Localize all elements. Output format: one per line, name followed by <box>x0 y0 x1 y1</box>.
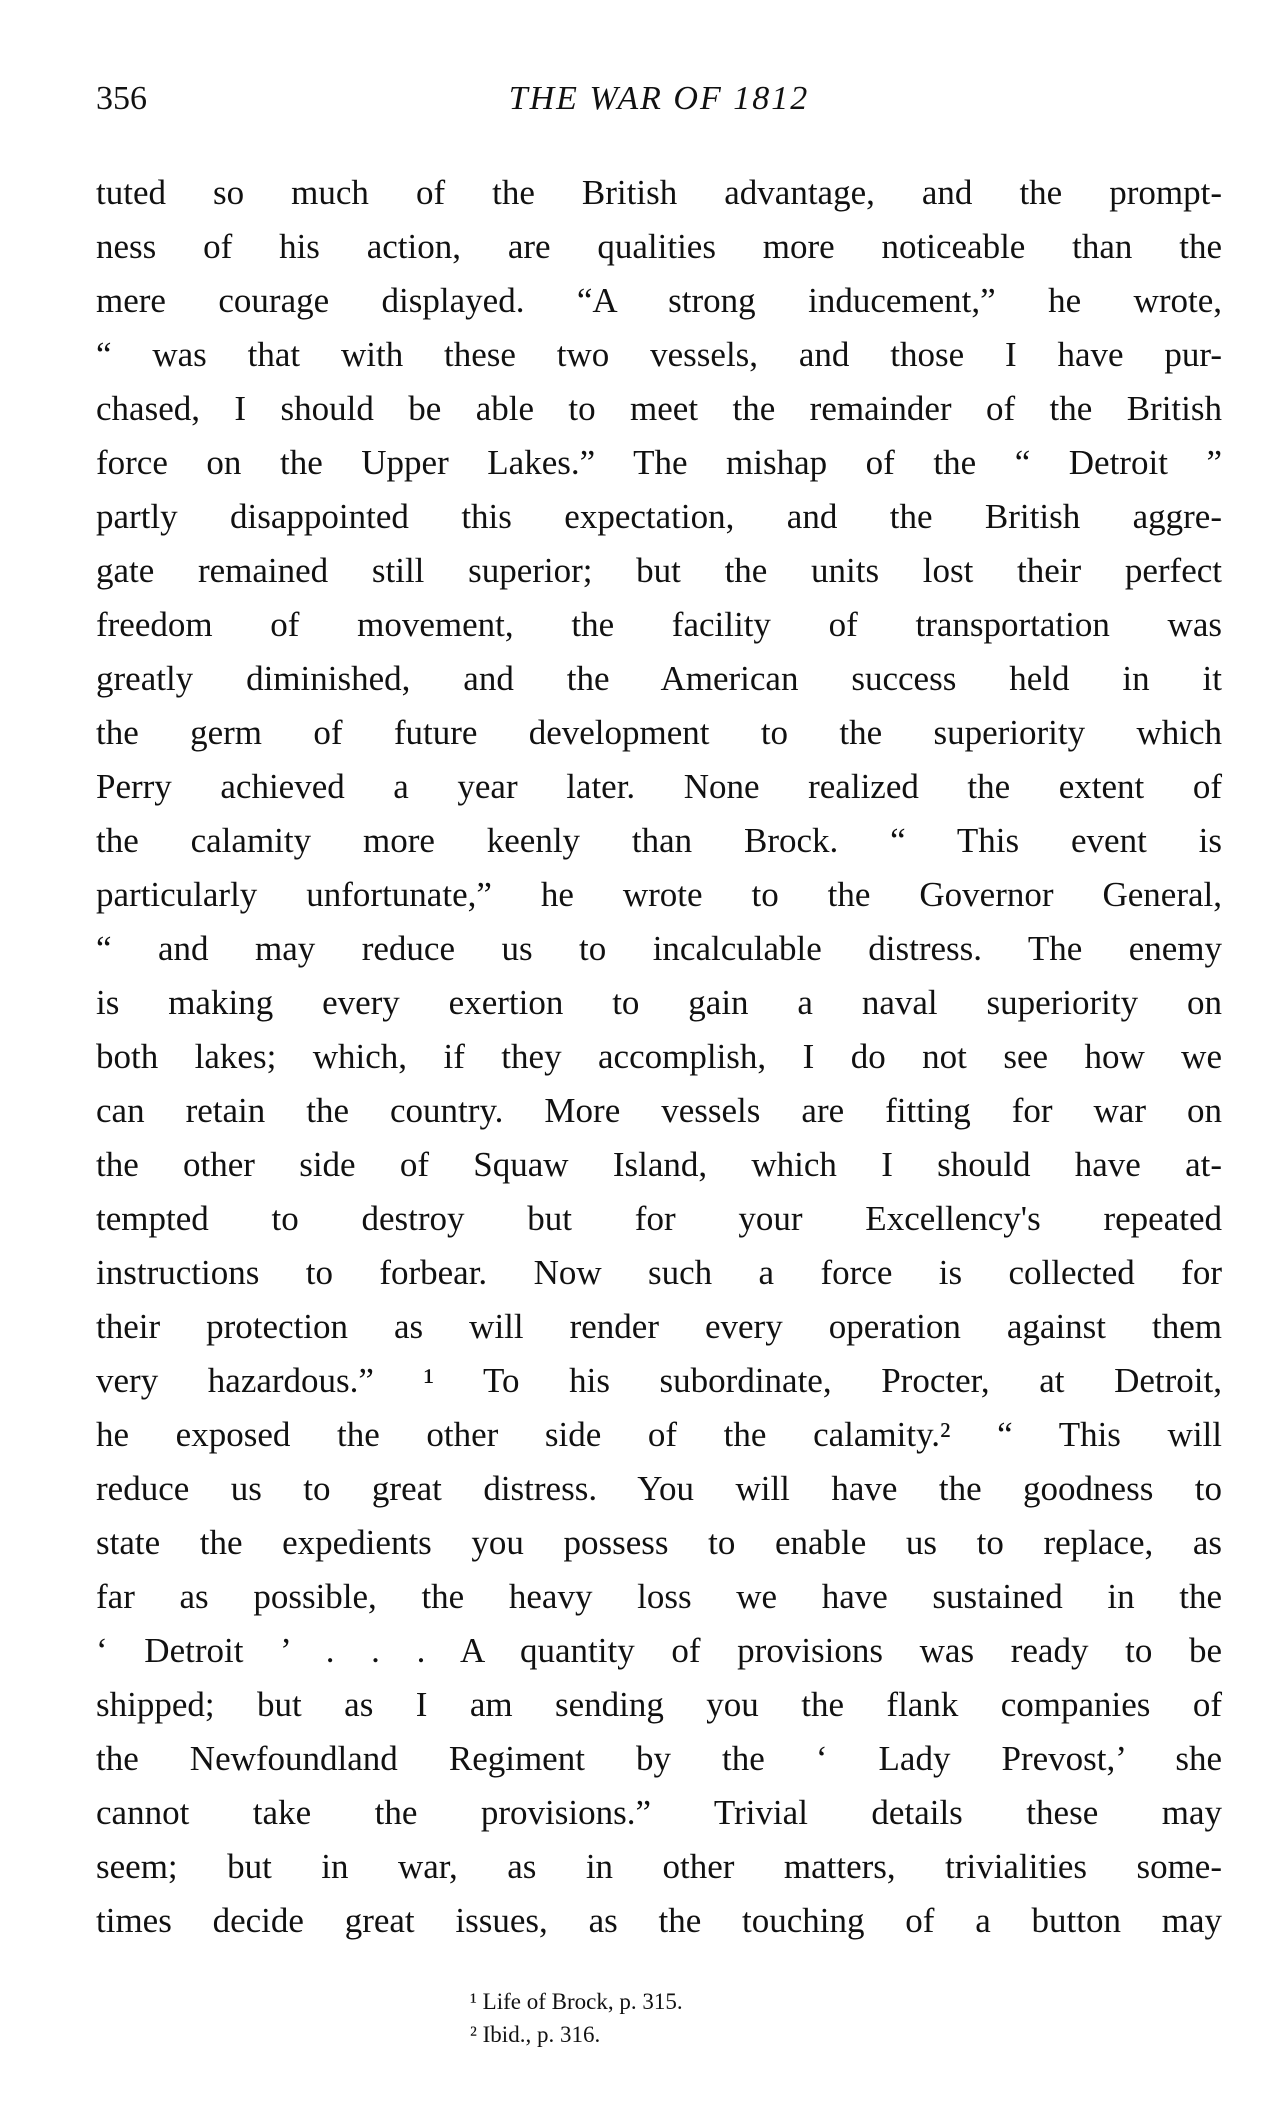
footnotes <box>470 1985 683 2051</box>
text-line: ness of his action, are qualities more noticeable than the <box>96 227 1222 266</box>
text-line: the Newfoundland Regiment by the ‘ Lady Prevost,’ she <box>96 1739 1222 1778</box>
text-line: shipped; but as I am sending you the flank companies of <box>96 1685 1222 1724</box>
text-line: “ was that with these two vessels, and those I have pur- <box>96 335 1222 374</box>
text-line: cannot take the provisions.” Trivial details these may <box>96 1793 1222 1832</box>
body-text <box>96 166 1222 1948</box>
text-line: both lakes; which, if they accomplish, I do not see how we <box>96 1037 1222 1076</box>
text-line: far as possible, the heavy loss we have sustained in the <box>96 1577 1222 1616</box>
text-line: instructions to forbear. Now such a force is collected for <box>96 1253 1222 1292</box>
text-line: greatly diminished, and the American success held in it <box>96 659 1222 698</box>
text-line: state the expedients you possess to enable us to replace, as <box>96 1523 1222 1562</box>
text-line: can retain the country. More vessels are fitting for war on <box>96 1091 1222 1130</box>
page-header <box>96 80 1222 126</box>
text-line: very hazardous.” ¹ To his subordinate, Procter, at Detroit, <box>96 1361 1222 1400</box>
text-line: Perry achieved a year later. None realized the extent of <box>96 767 1222 806</box>
text-line: partly disappointed this expectation, and the British aggre- <box>96 497 1222 536</box>
running-title: THE WAR OF 1812 <box>508 80 810 117</box>
text-line: freedom of movement, the facility of transportation was <box>96 605 1222 644</box>
text-line: force on the Upper Lakes.” The mishap of the “ Detroit ” <box>96 443 1222 482</box>
page-number: 356 <box>96 80 147 117</box>
text-line: tempted to destroy but for your Excellency's repeated <box>96 1199 1222 1238</box>
text-line: reduce us to great distress. You will have the goodness to <box>96 1469 1222 1508</box>
text-line: mere courage displayed. “A strong inducement,” he wrote, <box>96 281 1222 320</box>
text-line: particularly unfortunate,” he wrote to the Governor General, <box>96 875 1222 914</box>
text-line: the germ of future development to the superiority which <box>96 713 1222 752</box>
text-line: the other side of Squaw Island, which I should have at- <box>96 1145 1222 1184</box>
text-line: he exposed the other side of the calamity.² “ This will <box>96 1415 1222 1454</box>
footnote-1: ¹ Life of Brock, p. 315. <box>470 1989 683 2014</box>
footnote-2: ² Ibid., p. 316. <box>470 2022 601 2047</box>
text-line: the calamity more keenly than Brock. “ This event is <box>96 821 1222 860</box>
text-line: “ and may reduce us to incalculable distress. The enemy <box>96 929 1222 968</box>
text-line: tuted so much of the British advantage, and the prompt- <box>96 173 1222 212</box>
text-line: times decide great issues, as the touching of a button may <box>96 1901 1222 1940</box>
text-line: ‘ Detroit ’ . . . A quantity of provisions was ready to be <box>96 1631 1222 1670</box>
text-line: seem; but in war, as in other matters, trivialities some- <box>96 1847 1222 1886</box>
text-line: their protection as will render every operation against them <box>96 1307 1222 1346</box>
text-line: chased, I should be able to meet the remainder of the British <box>96 389 1222 428</box>
text-line: gate remained still superior; but the units lost their perfect <box>96 551 1222 590</box>
text-line: is making every exertion to gain a naval superiority on <box>96 983 1222 1022</box>
